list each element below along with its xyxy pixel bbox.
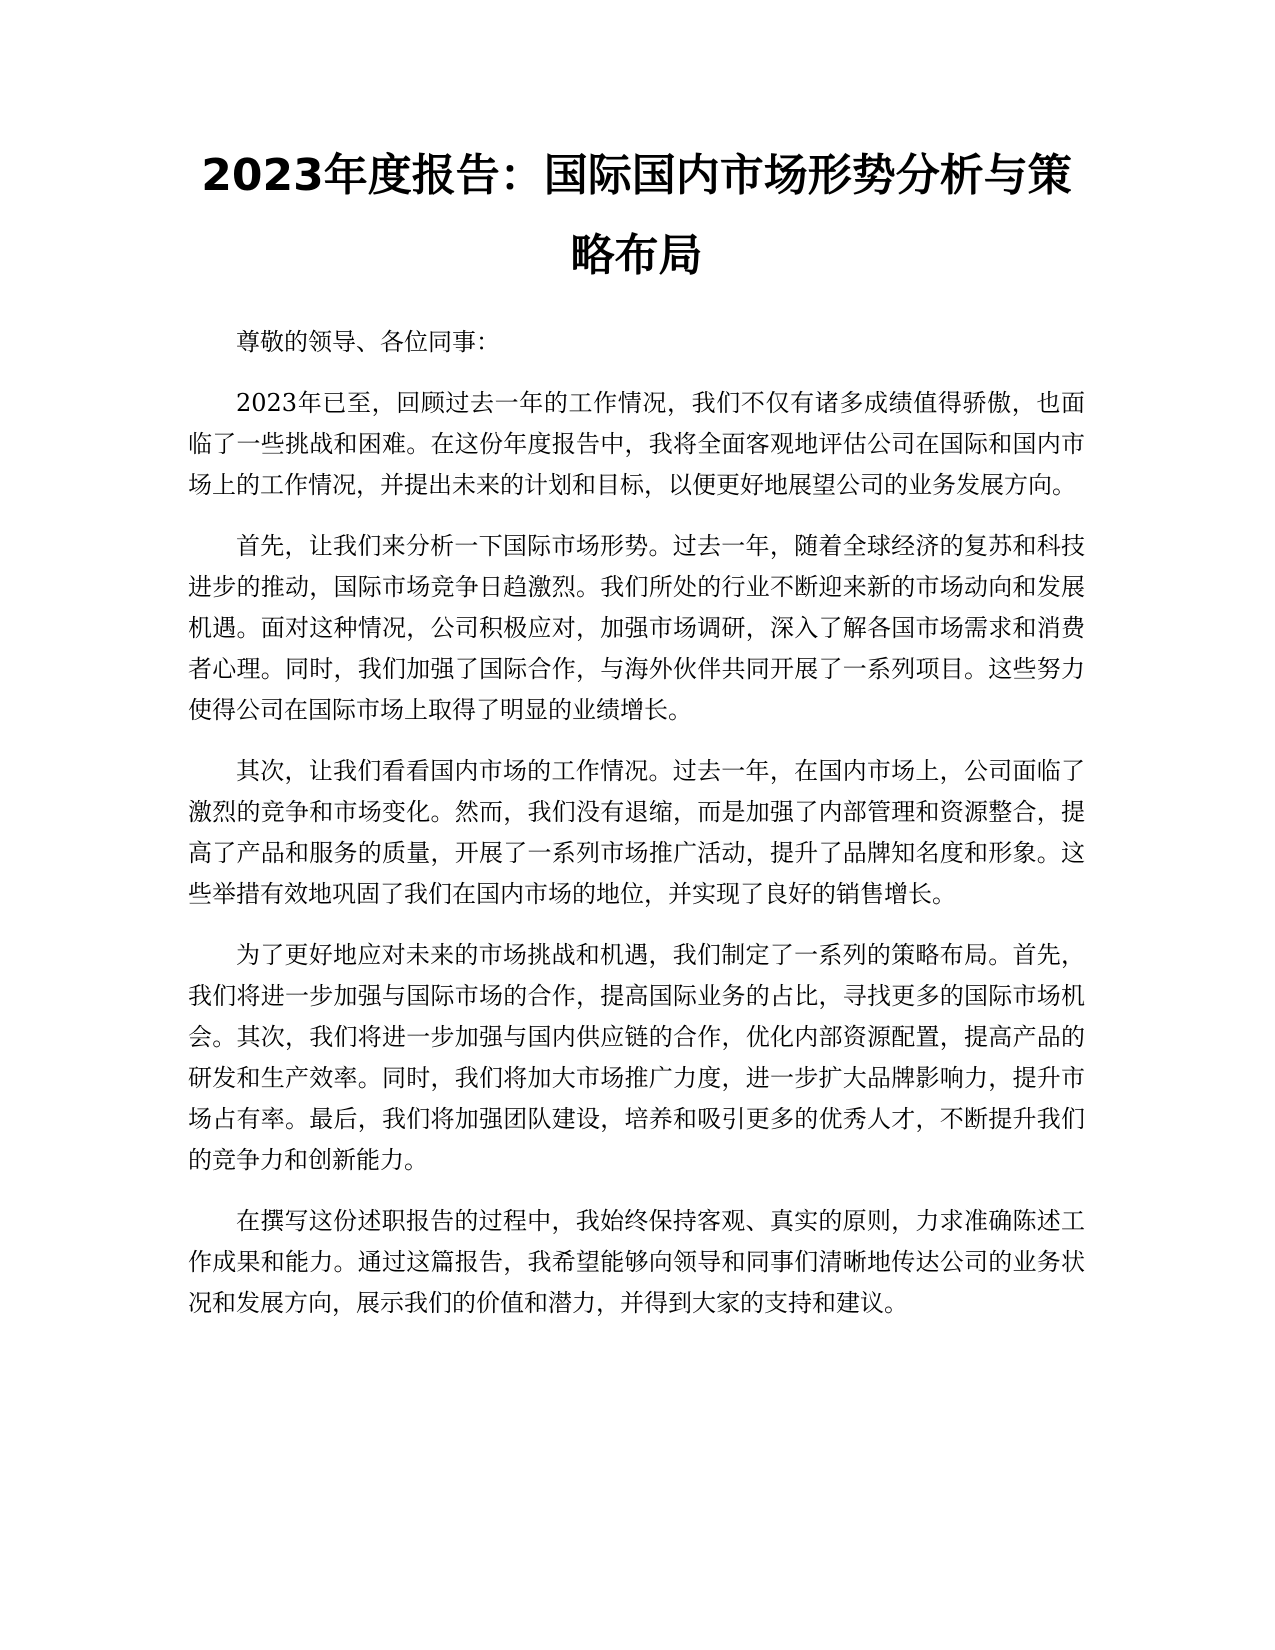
document-title: 2023年度报告：国际国内市场形势分析与策略布局 xyxy=(201,150,1072,281)
paragraph-intro: 2023年已至，回顾过去一年的工作情况，我们不仅有诸多成绩值得骄傲，也面临了一些挑战和困难。在这份年度报告中，我将全面客观地评估公司在国际和国内市场上的工作情况，并提出未来的计划和目标，以便更好地展望公司的业务发展方向。 xyxy=(188,389,1085,499)
salutation: 尊敬的领导、各位同事： xyxy=(236,328,500,356)
document-body xyxy=(188,136,1085,1324)
paragraph-strategy: 为了更好地应对未来的市场挑战和机遇，我们制定了一系列的策略布局。首先，我们将进一步加强与国际市场的合作，提高国际业务的占比，寻找更多的国际市场机会。其次，我们将进一步加强与国内供应链的合作，优化内部资源配置，提高产品的研发和生产效率。同时，我们将加大市场推广力度，进一步扩大品牌影响力，提升市场占有率。最后，我们将加强团队建设，培养和吸引更多的优秀人才，不断提升我们的竞争力和创新能力。 xyxy=(188,941,1085,1174)
paragraph-international-market: 首先，让我们来分析一下国际市场形势。过去一年，随着全球经济的复苏和科技进步的推动，国际市场竞争日趋激烈。我们所处的行业不断迎来新的市场动向和发展机遇。面对这种情况，公司积极应对，加强市场调研，深入了解各国市场需求和消费者心理。同时，我们加强了国际合作，与海外伙伴共同开展了一系列项目。这些努力使得公司在国际市场上取得了明显的业绩增长。 xyxy=(188,532,1085,724)
paragraph-conclusion: 在撰写这份述职报告的过程中，我始终保持客观、真实的原则，力求准确陈述工作成果和能力。通过这篇报告，我希望能够向领导和同事们清晰地传达公司的业务状况和发展方向，展示我们的价值和潜力，并得到大家的支持和建议。 xyxy=(188,1207,1085,1317)
paragraph-domestic-market: 其次，让我们看看国内市场的工作情况。过去一年，在国内市场上，公司面临了激烈的竞争和市场变化。然而，我们没有退缩，而是加强了内部管理和资源整合，提高了产品和服务的质量，开展了一系列市场推广活动，提升了品牌知名度和形象。这些举措有效地巩固了我们在国内市场的地位，并实现了良好的销售增长。 xyxy=(188,757,1085,908)
